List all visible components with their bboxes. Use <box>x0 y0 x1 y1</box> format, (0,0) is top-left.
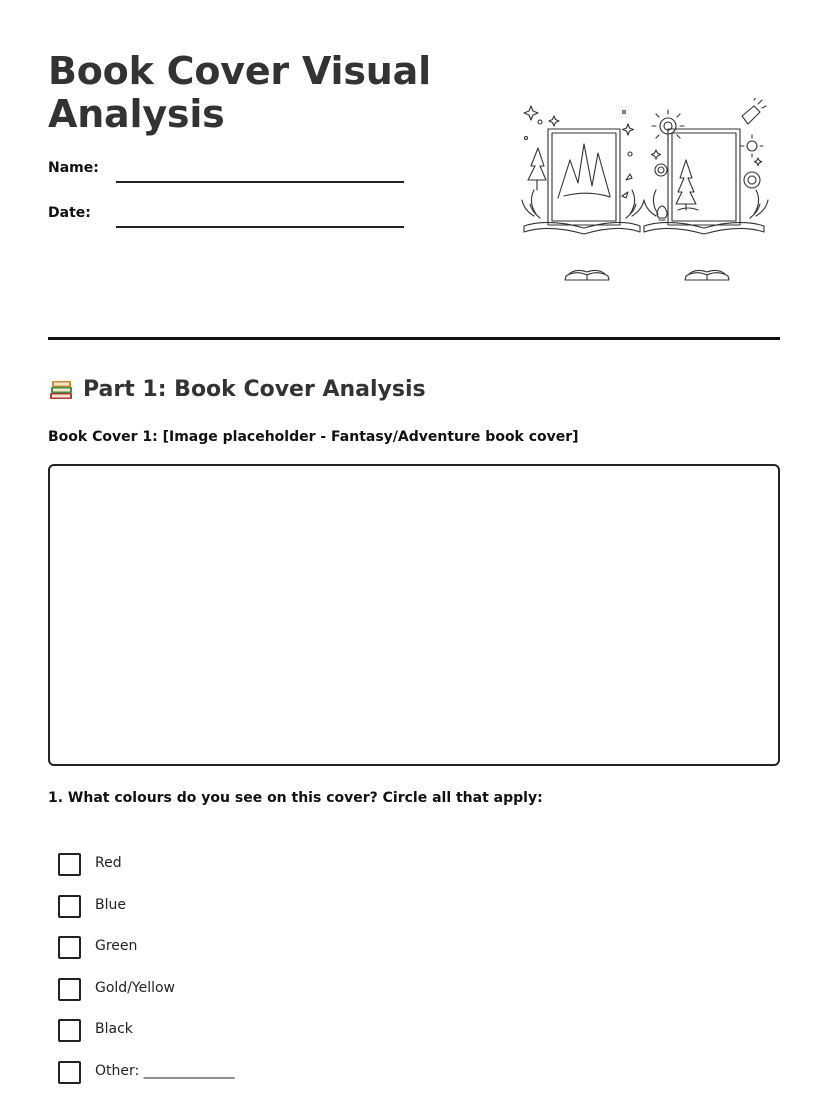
checkbox[interactable] <box>58 895 81 918</box>
checkbox[interactable] <box>58 1019 81 1042</box>
option-blue[interactable] <box>58 894 458 936</box>
name-line[interactable] <box>116 181 404 183</box>
option-label: Other: _____________ <box>95 1062 235 1079</box>
checkbox[interactable] <box>58 978 81 1001</box>
checkbox[interactable] <box>58 936 81 959</box>
option-other[interactable] <box>58 1060 458 1102</box>
part1-heading-text: Part 1: Book Cover Analysis <box>83 376 426 402</box>
option-label: Red <box>95 855 122 871</box>
option-label: Blue <box>95 896 126 913</box>
date-label: Date: <box>48 205 91 221</box>
checkbox[interactable] <box>58 853 81 876</box>
option-label: Gold/Yellow <box>95 979 176 996</box>
section-divider <box>48 337 780 340</box>
page-title: Book Cover Visual Analysis <box>48 49 431 136</box>
date-line[interactable] <box>116 226 404 228</box>
book-cover-label: Book Cover 1: [Image placeholder - Fantasy/Adventure book cover] <box>48 429 579 445</box>
option-green[interactable] <box>58 935 458 977</box>
open-books-sketch-icon <box>518 98 772 292</box>
option-label: Green <box>95 938 138 954</box>
date-field[interactable] <box>48 205 408 235</box>
option-label: Black <box>95 1021 133 1037</box>
name-label: Name: <box>48 160 99 176</box>
part1-heading <box>48 374 426 404</box>
colour-options-list <box>58 852 458 1101</box>
question-1: 1. What colours do you see on this cover? Circle all that apply: <box>48 790 543 806</box>
name-field[interactable] <box>48 160 408 190</box>
book-cover-image-placeholder <box>48 464 780 766</box>
option-red[interactable] <box>58 852 458 894</box>
checkbox[interactable] <box>58 1061 81 1084</box>
option-gold-yellow[interactable] <box>58 977 458 1019</box>
books-stack-icon <box>48 376 74 402</box>
option-black[interactable] <box>58 1018 458 1060</box>
